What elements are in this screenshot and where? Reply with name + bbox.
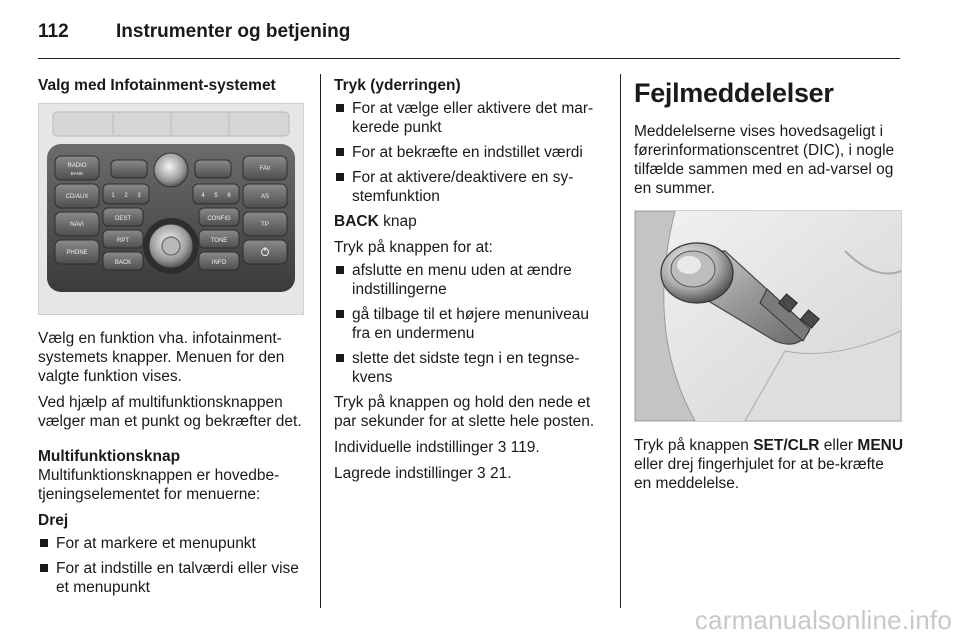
- cdaux-label: CD/AUX: [65, 194, 89, 200]
- bullet-icon: [336, 266, 344, 274]
- steering-column-stalk-figure: [634, 210, 902, 422]
- preset-key-6: 6: [227, 193, 231, 199]
- dest-label: DEST: [114, 216, 132, 222]
- reference-individual: Individuelle indstillinger 3 119.: [334, 439, 540, 456]
- nav-label: NAVI: [70, 222, 84, 228]
- set-clr-keyword: SET/CLR: [753, 437, 820, 454]
- list-item: afslutte en menu uden at ændre indstillingerne: [334, 261, 606, 299]
- preset-key-2: 2: [124, 193, 128, 199]
- list-item: For at bekræfte en indstillet værdi: [334, 143, 606, 162]
- column-2: [334, 76, 606, 490]
- bullet-icon: [336, 310, 344, 318]
- fav-label: FAV: [259, 166, 271, 172]
- list-item: slette det sidste tegn i en tegnse-kvens: [334, 349, 606, 387]
- bullet-icon: [40, 564, 48, 572]
- back-label: BACK: [114, 260, 132, 266]
- tone-label: TONE: [210, 238, 228, 244]
- back-keyword: BACK: [334, 213, 379, 230]
- page-ref-arrow-icon: 3: [477, 465, 486, 482]
- watermark: carmanualsonline.info: [694, 605, 952, 635]
- multifunction-text: Multifunktionsknappen er hovedbe-tjeningselementet for menuerne:: [38, 467, 280, 503]
- page-title: Instrumenter og betjening: [116, 21, 351, 42]
- column-1: [38, 76, 306, 603]
- column-divider-1: [320, 74, 321, 608]
- multifunction-heading: Multifunktionsknap: [38, 448, 181, 465]
- bullet-icon: [336, 104, 344, 112]
- column-3: [634, 76, 904, 500]
- page-number: 112: [38, 21, 69, 42]
- bullet-icon: [336, 148, 344, 156]
- hold-text: Tryk på knappen og hold den nede et par sekunder for at slette hele posten.: [334, 394, 595, 430]
- list-item: gå tilbage til et højere menuniveau fra en undermenu: [334, 305, 606, 343]
- preset-key-1: 1: [111, 193, 115, 199]
- info-label: INFO: [211, 260, 227, 266]
- tryk-for-text: Tryk på knappen for at:: [334, 239, 493, 256]
- page-ref-arrow-icon: 3: [497, 439, 507, 456]
- tp-label: TP: [261, 222, 269, 228]
- paragraph-multifunction: Ved hjælp af multifunktionsknappen vælger man et punkt og bekræfter det.: [38, 394, 302, 430]
- infotainment-panel-drawing: [39, 104, 303, 314]
- paragraph-select-function: Vælg en funktion vha. infotainment-systemets knapper. Menuen for den valgte funktion vises.: [38, 330, 285, 385]
- list-item: For at indstille en talværdi eller vise et menupunkt: [38, 559, 306, 597]
- bullet-icon: [40, 539, 48, 547]
- drej-heading: Drej: [38, 512, 69, 529]
- band-label: BAND: [70, 171, 84, 176]
- tryk-list: [334, 99, 606, 206]
- preset-key-5: 5: [214, 193, 218, 199]
- reference-stored: Lagrede indstillinger 3 21.: [334, 465, 512, 482]
- drej-list: [38, 534, 306, 597]
- back-knap-line: BACK knap: [334, 213, 417, 230]
- phone-label: PHONE: [66, 250, 88, 256]
- page-header: [38, 14, 350, 50]
- rpt-label: RPT: [117, 238, 129, 244]
- header-rule: [38, 58, 900, 59]
- error-intro-text: Meddelelserne vises hovedsageligt i førerinformationscentret (DIC), i nogle tilfælde sammen med en ad-varsel og en summer.: [634, 123, 895, 197]
- action-text: Tryk på knappen SET/CLR eller MENU eller drej fingerhjulet for at be-kræfte en meddelelse.: [634, 437, 904, 492]
- list-item: For at markere et menupunkt: [38, 534, 306, 553]
- section-heading-infotainment: Valg med Infotainment-systemet: [38, 77, 276, 94]
- stalk-drawing: [635, 211, 901, 421]
- error-messages-heading: Fejlmeddelelser: [634, 78, 834, 108]
- back-list: [334, 261, 606, 387]
- menu-keyword: MENU: [857, 437, 904, 454]
- radio-label: RADIO: [67, 163, 87, 169]
- bullet-icon: [336, 354, 344, 362]
- preset-key-3: 3: [137, 193, 141, 199]
- infotainment-panel-figure: [38, 103, 304, 315]
- list-item: For at vælge eller aktivere det mar-kerede punkt: [334, 99, 606, 137]
- tryk-heading: Tryk (yderringen): [334, 77, 461, 94]
- bullet-icon: [336, 173, 344, 181]
- preset-key-4: 4: [201, 193, 205, 199]
- column-divider-2: [620, 74, 621, 608]
- list-item: For at aktivere/deaktivere en sy-stemfunktion: [334, 168, 606, 206]
- config-label: CONFIG: [207, 216, 231, 222]
- as-label: AS: [260, 194, 270, 200]
